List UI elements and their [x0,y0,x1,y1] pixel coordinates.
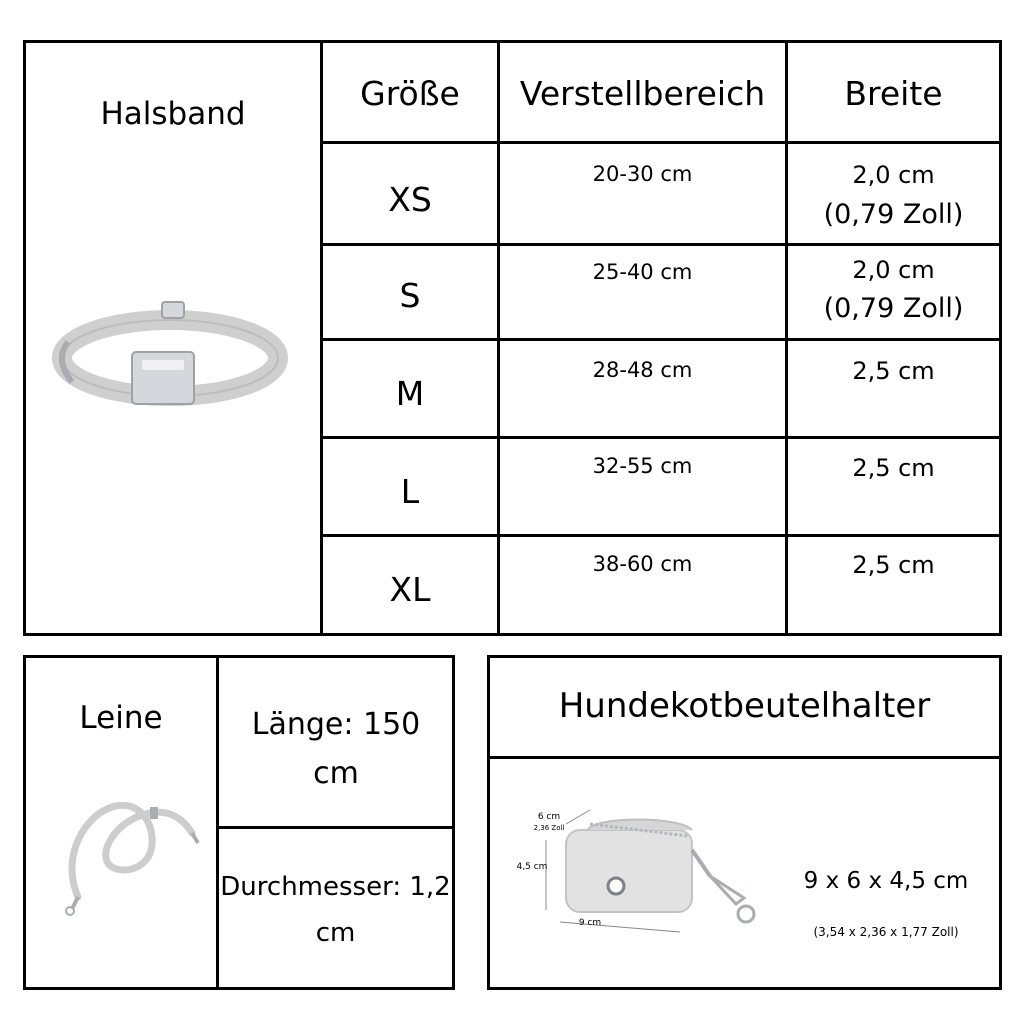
width-in-xs: (0,79 Zoll) [823,199,964,230]
width-cm-l: 2,5 cm [852,454,935,482]
range-l: 32-55 cm [592,454,693,478]
width-cm-m: 2,5 cm [852,357,935,385]
header-width: Breite [844,74,943,113]
leash-label: Leine [79,700,163,736]
row-divider-l [320,534,1002,537]
size-l: L [400,472,420,511]
holder-label: Hundekotbeutelhalter [558,686,931,726]
dog-collar-icon [50,290,300,420]
holder-dimensions: 9 x 6 x 4,5 cm [803,868,969,894]
row-divider-s [320,338,1002,341]
row-divider-xs [320,243,1002,246]
holder-dim-height: 6 cm [537,812,561,822]
holder-row-divider [487,756,1002,759]
row-divider-header [320,141,1002,144]
size-xs: XS [388,180,432,219]
width-cm-s: 2,0 cm [852,256,935,284]
range-xs: 20-30 cm [592,162,693,186]
header-range: Verstellbereich [519,74,766,113]
header-size: Größe [360,74,460,113]
leash-length: Länge: 150 cm [251,707,421,791]
width-cm-xl: 2,5 cm [852,551,935,579]
width-in-s: (0,79 Zoll) [823,293,964,324]
range-xl: 38-60 cm [592,552,693,576]
range-s: 25-40 cm [592,260,693,284]
row-divider-m [320,436,1002,439]
holder-dim-depth: 4,5 cm [516,862,548,872]
leash-diameter: Durchmesser: 1,2 cm [220,872,451,948]
holder-dim-width: 9 cm [578,918,602,928]
collar-label: Halsband [100,96,246,132]
size-m: M [395,374,425,413]
holder-dimensions-in: (3,54 x 2,36 x 1,77 Zoll) [813,925,959,939]
size-s: S [399,276,421,315]
range-m: 28-48 cm [592,358,693,382]
leash-row-divider [216,826,455,829]
leash-icon [42,785,202,915]
size-xl: XL [389,570,431,609]
width-cm-xs: 2,0 cm [852,161,935,189]
holder-dim-height-in: 2,36 Zoll [533,824,565,832]
